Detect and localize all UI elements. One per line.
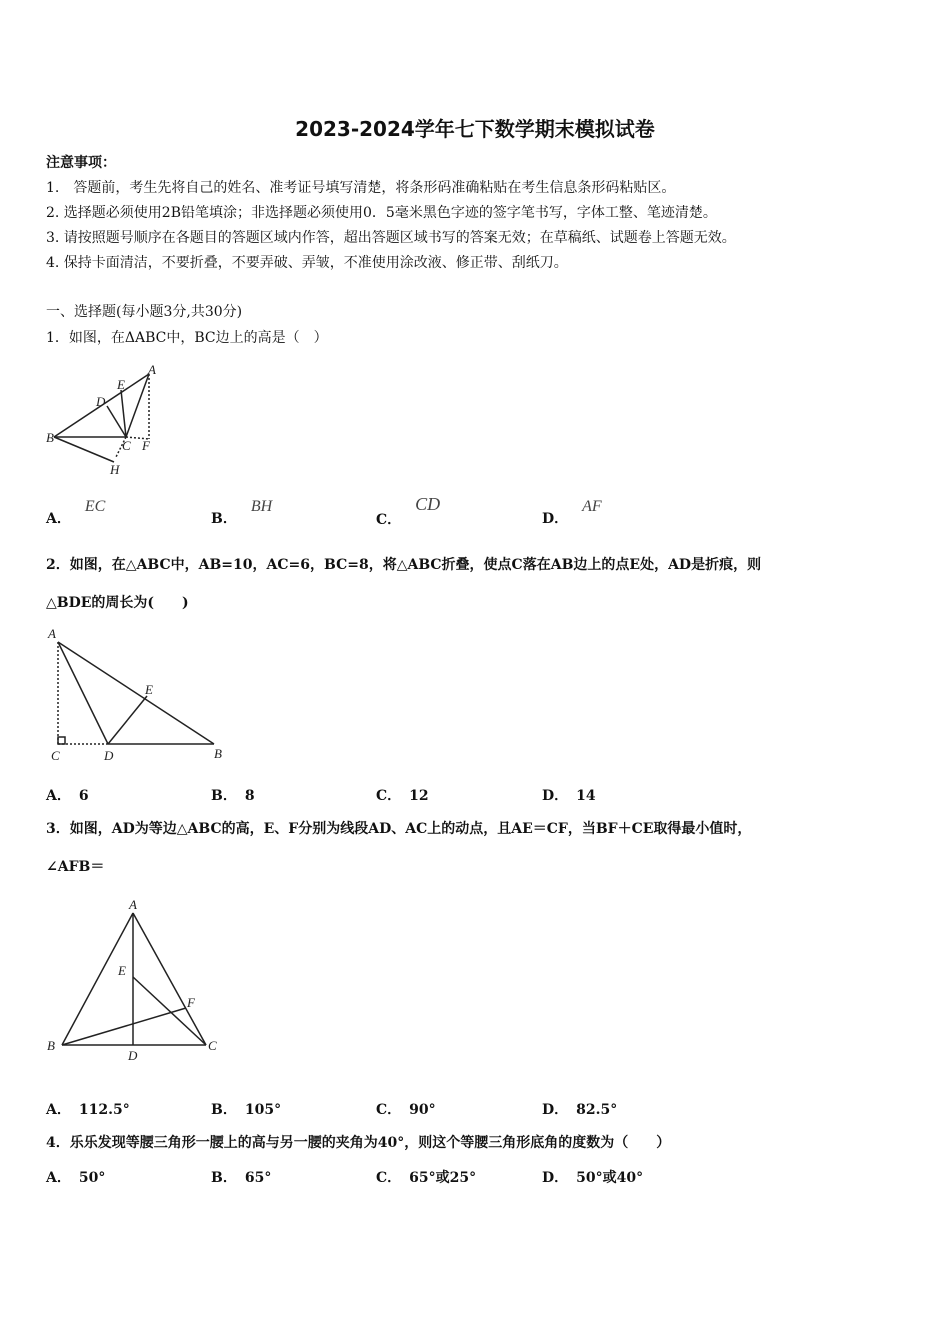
svg-text:A: A (129, 897, 137, 912)
option-d[interactable]: D．AF (542, 498, 602, 527)
question-3-figure (42, 895, 232, 1065)
section-heading: 一、选择题(每小题3分,共30分) (46, 304, 243, 320)
svg-text:E: E (145, 682, 153, 697)
option-c[interactable]: C． 90° (376, 1102, 436, 1118)
svg-text:B: B (47, 1038, 55, 1053)
option-c[interactable]: C．CD (376, 494, 441, 528)
svg-text:C: C (122, 438, 131, 453)
question-3-stem: 3．如图，AD为等边△ABC的高，E、F分别为线段AD、AC上的动点，且AE＝CF，当BF＋CE取得最小值时， (46, 821, 752, 837)
page-title: 2023-2024学年七下数学期末模拟试卷 (295, 117, 655, 141)
option-c[interactable]: C． 65°或25° (376, 1170, 477, 1186)
option-b[interactable]: B． 8 (211, 788, 255, 804)
svg-text:F: F (187, 995, 195, 1010)
option-a[interactable]: A．EC (46, 498, 106, 527)
question-1-figure (44, 362, 164, 477)
note-item: 1. 答题前，考生先将自己的姓名、准考证号填写清楚，将条形码准确粘贴在考生信息条形码粘贴区。 (46, 180, 676, 196)
svg-text:C: C (51, 748, 60, 763)
svg-text:B: B (214, 746, 222, 761)
question-4-stem: 4．乐乐发现等腰三角形一腰上的高与另一腰的夹角为40°，则这个等腰三角形底角的度数为（ ） (46, 1135, 671, 1151)
svg-text:E: E (118, 963, 126, 978)
note-item: 3. 请按照题号顺序在各题目的答题区域内作答，超出答题区域书写的答案无效；在草稿纸、试题卷上答题无效。 (46, 230, 736, 246)
option-a[interactable]: A． 50° (46, 1170, 106, 1186)
note-item: 4. 保持卡面清洁，不要折叠，不要弄破、弄皱，不准使用涂改液、修正带、刮纸刀。 (46, 255, 568, 271)
svg-text:D: D (128, 1048, 138, 1063)
question-1-stem: 1．如图，在ΔABC中，BC边上的高是（ ） (46, 330, 328, 346)
svg-text:D: D (96, 394, 106, 409)
svg-text:C: C (208, 1038, 217, 1053)
option-c[interactable]: C． 12 (376, 788, 429, 804)
note-item: 2. 选择题必须使用2B铅笔填涂；非选择题必须使用0．5毫米黑色字迹的签字笔书写，字体工整、笔迹清楚。 (46, 205, 717, 221)
svg-text:A: A (48, 626, 56, 641)
question-2-figure (42, 622, 232, 767)
option-d[interactable]: D． 82.5° (542, 1102, 618, 1118)
option-b[interactable]: B． 65° (211, 1170, 272, 1186)
svg-text:H: H (110, 462, 120, 477)
svg-text:F: F (142, 438, 150, 453)
svg-text:E: E (117, 377, 125, 392)
question-3-stem-cont: ∠AFB＝ (46, 859, 105, 875)
option-a[interactable]: A． 112.5° (46, 1102, 130, 1118)
svg-text:A: A (148, 362, 156, 377)
option-a[interactable]: A． 6 (46, 788, 89, 804)
option-b[interactable]: B． 105° (211, 1102, 282, 1118)
svg-text:D: D (104, 748, 114, 763)
notes-heading: 注意事项： (46, 155, 116, 171)
svg-text:B: B (46, 430, 54, 445)
option-d[interactable]: D． 14 (542, 788, 596, 804)
option-d[interactable]: D． 50°或40° (542, 1170, 644, 1186)
question-2-stem: 2．如图，在△ABC中，AB=10，AC=6，BC=8，将△ABC折叠，使点C落在AB边上的点E处，AD是折痕，则 (46, 557, 762, 573)
option-b[interactable]: B．BH (211, 498, 273, 527)
question-2-stem-cont: △BDE的周长为( ) (46, 595, 189, 611)
